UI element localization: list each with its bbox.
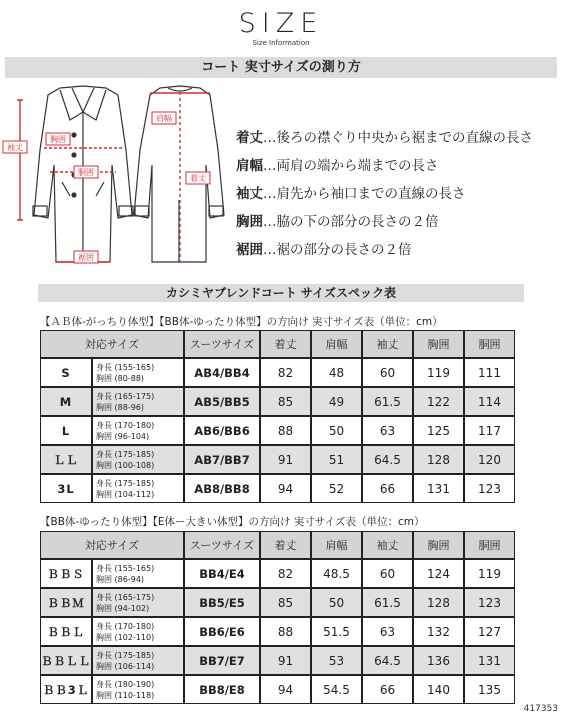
value-cell: 140 (413, 675, 464, 704)
body-measure-cell: 身長 (170-180) 胸囲 (96-104) (92, 416, 184, 445)
value-cell: 122 (413, 387, 464, 416)
size-table-bb-e (40, 531, 515, 704)
value-cell: 131 (464, 646, 515, 675)
size-cell: L (40, 416, 92, 445)
value-cell: 120 (464, 445, 515, 474)
value-cell: 132 (413, 617, 464, 646)
body-measure-cell: 身長 (155-165) 胸囲 (80-88) (92, 358, 184, 387)
header-chest: 胸囲 (413, 531, 464, 559)
suit-size-cell: AB7/BB7 (184, 445, 260, 474)
suit-size-cell: AB5/BB5 (184, 387, 260, 416)
value-cell: 61.5 (362, 588, 413, 617)
value-cell: 63 (362, 617, 413, 646)
label-chest: 胸囲 (50, 135, 66, 144)
measurement-definitions (236, 124, 533, 264)
size-cell: ＢＢＬＬ (40, 646, 92, 675)
suit-size-cell: AB6/BB6 (184, 416, 260, 445)
table-row (40, 416, 515, 445)
value-cell: 51 (311, 445, 362, 474)
table-row (40, 474, 515, 503)
suit-size-cell: AB8/BB8 (184, 474, 260, 503)
body-measure-cell: 身長 (165-175) 胸囲 (88-96) (92, 387, 184, 416)
value-cell: 88 (260, 617, 311, 646)
definition-length: 着丈…後ろの襟ぐり中央から裾までの直線の長さ (236, 130, 533, 146)
value-cell: 128 (413, 445, 464, 474)
value-cell: 124 (413, 559, 464, 588)
body-measure-cell: 身長 (180-190) 胸囲 (110-118) (92, 675, 184, 704)
header-sleeve: 袖丈 (362, 531, 413, 559)
value-cell: 91 (260, 646, 311, 675)
header-size: 対応サイズ (40, 531, 184, 559)
suit-size-cell: BB8/E8 (184, 675, 260, 704)
table-row (40, 646, 515, 675)
header-sleeve: 袖丈 (362, 330, 413, 358)
label-hem: 裾囲 (78, 253, 94, 262)
size-table-ab-bb (40, 330, 515, 503)
label-shoulder: 肩幅 (156, 114, 172, 123)
value-cell: 64.5 (362, 445, 413, 474)
value-cell: 60 (362, 358, 413, 387)
value-cell: 131 (413, 474, 464, 503)
value-cell: 127 (464, 617, 515, 646)
value-cell: 50 (311, 588, 362, 617)
header-waist: 胴囲 (464, 330, 515, 358)
value-cell: 61.5 (362, 387, 413, 416)
value-cell: 66 (362, 675, 413, 704)
value-cell: 53 (311, 646, 362, 675)
size-cell: ＬＬ (40, 445, 92, 474)
value-cell: 119 (464, 559, 515, 588)
suit-size-cell: BB6/E6 (184, 617, 260, 646)
table1-note: 【ＡＢ体-がっちり体型】【BB体-ゆったり体型】の方向け 実寸サイズ表（単位：cm） (40, 316, 443, 328)
definition-chest: 胸囲…脇の下の部分の長さの２倍 (236, 214, 439, 230)
table-row (40, 387, 515, 416)
body-measure-cell: 身長 (155-165) 胸囲 (86-94) (92, 559, 184, 588)
value-cell: 135 (464, 675, 515, 704)
header-waist: 胴囲 (464, 531, 515, 559)
table2-note: 【BB体-ゆったり体型】【E体ー大きい体型】の方向け 実寸サイズ表（単位：cm） (40, 516, 425, 528)
value-cell: 48.5 (311, 559, 362, 588)
table-row (40, 617, 515, 646)
header-length: 着丈 (260, 330, 311, 358)
value-cell: 82 (260, 559, 311, 588)
header-suit-size: スーツサイズ (184, 330, 260, 358)
label-length: 着丈 (190, 174, 206, 183)
table-row (40, 445, 515, 474)
page-subtitle: Size Information (252, 39, 310, 47)
page-title: SIZE (238, 8, 324, 39)
value-cell: 85 (260, 588, 311, 617)
coat-diagram (0, 84, 230, 274)
value-cell: 88 (260, 416, 311, 445)
table-header-row (40, 330, 515, 358)
size-cell: 3L (40, 474, 92, 503)
value-cell: 48 (311, 358, 362, 387)
size-cell: ＢＢＬ (40, 617, 92, 646)
value-cell: 111 (464, 358, 515, 387)
section-title-spec: カシミヤブレンドコート サイズスペック表 (38, 284, 524, 302)
table-header-row (40, 531, 515, 559)
value-cell: 51.5 (311, 617, 362, 646)
size-cell: ＢＢ3Ｌ (40, 675, 92, 704)
table-row (40, 559, 515, 588)
value-cell: 63 (362, 416, 413, 445)
value-cell: 91 (260, 445, 311, 474)
suit-size-cell: BB7/E7 (184, 646, 260, 675)
value-cell: 136 (413, 646, 464, 675)
table-row (40, 675, 515, 704)
size-cell: S (40, 358, 92, 387)
label-waist: 胴囲 (78, 168, 94, 177)
size-cell: M (40, 387, 92, 416)
suit-size-cell: AB4/BB4 (184, 358, 260, 387)
table-row (40, 588, 515, 617)
suit-size-cell: BB5/E5 (184, 588, 260, 617)
body-measure-cell: 身長 (175-185) 胸囲 (106-114) (92, 646, 184, 675)
definition-shoulder: 肩幅…両肩の端から端までの長さ (236, 158, 439, 174)
value-cell: 49 (311, 387, 362, 416)
product-code: 417353 (523, 704, 558, 714)
value-cell: 66 (362, 474, 413, 503)
value-cell: 94 (260, 675, 311, 704)
definition-sleeve: 袖丈…肩先から袖口までの直線の長さ (236, 186, 466, 202)
header-chest: 胸囲 (413, 330, 464, 358)
value-cell: 114 (464, 387, 515, 416)
value-cell: 50 (311, 416, 362, 445)
size-cell: ＢＢＳ (40, 559, 92, 588)
body-measure-cell: 身長 (170-180) 胸囲 (102-110) (92, 617, 184, 646)
header-suit-size: スーツサイズ (184, 531, 260, 559)
value-cell: 125 (413, 416, 464, 445)
body-measure-cell: 身長 (165-175) 胸囲 (94-102) (92, 588, 184, 617)
value-cell: 119 (413, 358, 464, 387)
label-sleeve: 袖丈 (7, 143, 23, 152)
body-measure-cell: 身長 (175-185) 胸囲 (100-108) (92, 445, 184, 474)
value-cell: 52 (311, 474, 362, 503)
body-measure-cell: 身長 (175-185) 胸囲 (104-112) (92, 474, 184, 503)
size-cell: ＢＢＭ (40, 588, 92, 617)
definition-hem: 裾囲…裾の部分の長さの２倍 (236, 242, 412, 258)
value-cell: 94 (260, 474, 311, 503)
value-cell: 64.5 (362, 646, 413, 675)
value-cell: 85 (260, 387, 311, 416)
value-cell: 128 (413, 588, 464, 617)
value-cell: 60 (362, 559, 413, 588)
value-cell: 117 (464, 416, 515, 445)
header-shoulder: 肩幅 (311, 330, 362, 358)
value-cell: 82 (260, 358, 311, 387)
value-cell: 54.5 (311, 675, 362, 704)
value-cell: 123 (464, 474, 515, 503)
section-title-measure: コート 実寸サイズの測り方 (5, 57, 557, 78)
header-size: 対応サイズ (40, 330, 184, 358)
suit-size-cell: BB4/E4 (184, 559, 260, 588)
header-length: 着丈 (260, 531, 311, 559)
table-row (40, 358, 515, 387)
header-shoulder: 肩幅 (311, 531, 362, 559)
value-cell: 123 (464, 588, 515, 617)
